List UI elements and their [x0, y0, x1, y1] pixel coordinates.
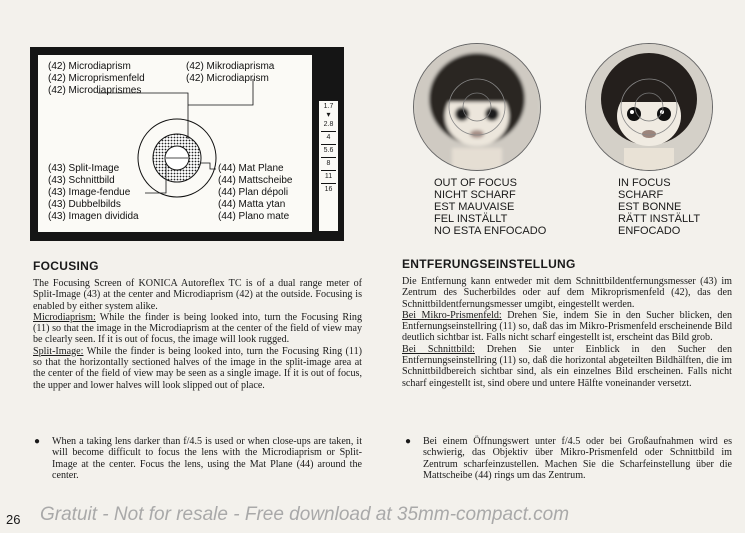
label-microprism-fr: (42) Microdiaprismes: [48, 85, 142, 96]
label-split-es: (43) Imagen dividida: [48, 211, 139, 222]
heading-entfernungseinstellung: ENTFERUNGSEINSTELLUNG: [402, 257, 576, 271]
label-microprism-en: (42) Microdiaprism: [48, 61, 131, 72]
aperture-mark: 16: [324, 186, 333, 193]
label-mat-de: (44) Mattscheibe: [218, 175, 293, 186]
aperture-mark: 5.6: [323, 147, 334, 154]
german-body: [402, 276, 732, 389]
doll-image-blurry: [414, 44, 540, 170]
german-mikro: Bei Mikro-Prismenfeld: Drehen Sie, indem Sie in den Sucher blicken, den Entfernungseinstellring (11) so, daß das im Mikro-Prismenfeld erscheinende Bild deutlich sichtbar ist. Falls nicht scharf eingestellt ist, erscheint das Bild grob.: [402, 309, 733, 344]
aperture-mark: 2.8: [323, 121, 334, 128]
german-bullet-note: Bei einem Öffnungswert unter f/4.5 oder bei Großaufnahmen wird es schwierig, das Objektiv über Mikro-Prismenfeld oder Schnittbild im Zentrum scharfeinzustellen. Machen Sie die Scharfeinstellung über die Mattscheibe (44) rings um das Zentrum.: [423, 436, 732, 481]
english-microdiaprism: Microdiaprism: While the finder is being looked into, turn the Focusing Ring (11) so that the image in the Microdiaprism at the center of the field of view may be clearly seen. If it is out of focus, the image will look rugged.: [33, 311, 362, 346]
english-body: [33, 278, 362, 391]
focusing-screen: [38, 55, 312, 232]
english-intro: The Focusing Screen of KONICA Autoreflex TC is of a dual range meter of Split-Image (43) at the center and Microdiaprism (42) at the outside. Focusing is enabled by either system alike.: [33, 278, 362, 312]
bullet-dot-icon: ●: [34, 436, 41, 447]
caption-in-focus: IN FOCUS SCHARF EST BONNE RÄTT INSTÄLLT ENFOCADO: [618, 177, 701, 237]
label-mat-sv: (44) Matta ytan: [218, 199, 286, 210]
watermark: Gratuit - Not for resale - Free download at 35mm-compact.com: [40, 504, 570, 525]
label-mat-fr: (44) Plan dépoli: [218, 187, 289, 198]
photo-out-of-focus: [413, 43, 541, 171]
label-split-en: (43) Split-Image: [48, 163, 120, 174]
bullet-dot-icon: ●: [405, 436, 412, 447]
aperture-mark: 1.7: [323, 103, 334, 110]
label-mat-es: (44) Plano mate: [218, 211, 290, 222]
label-split-de: (43) Schnittbild: [48, 175, 115, 186]
label-microprism-sv: (42) Mikrodiaprisma: [186, 61, 275, 72]
photo-in-focus: [585, 43, 713, 171]
english-splitimage: Split-Image: While the finder is being looked into, turn the Focusing Ring (11) so that the horizontally sectioned halves of the image in the split-image area at the center of the field of view may be seen as a single image. If it is out of focus, the upper and lower halves will look slipped out of place.: [33, 345, 362, 391]
label-split-sv: (43) Dubbelbilds: [48, 199, 121, 210]
aperture-scale: [319, 101, 338, 231]
german-intro: Die Entfernung kann entweder mit dem Schnittbildentfernungsmesser (43) im Zentrum des Sucherbildes oder auf dem Mikroprismenfeld (42), das den Schnittbildentfernungsmesser umgibt, eingestellt werden.: [402, 276, 732, 310]
label-mat-en: (44) Mat Plane: [218, 163, 284, 174]
scale-pointer-icon: ▾: [326, 110, 331, 119]
english-bullet-note: When a taking lens darker than f/4.5 is used or when close-ups are taken, it will become difficult to focus the lens with the Microdiaprism or Split-Image at the center. Focus the lens, using the Mat Plane (44) around the center.: [52, 436, 362, 481]
heading-focusing: FOCUSING: [33, 259, 99, 273]
german-schnittbild: Bei Schnittbild: Drehen Sie unter Einblick in den Sucher den Entfernungseinstellring (11) so, daß die horizontal abgeteilten Bildhälften, die im Schnittbildbereich sichtbar sind, als ein einzelnes Bild erscheinen. Falls nicht scharf eingestellt ist, sind obere und untere Hälfte voneinander versetzt.: [402, 343, 732, 389]
viewfinder-diagram: [30, 47, 344, 241]
label-microprism-es: (42) Microdiaprism: [186, 73, 269, 84]
doll-image-sharp: [586, 44, 712, 170]
page-number: 26: [6, 512, 21, 527]
aperture-mark: 4: [326, 134, 331, 141]
aperture-mark: 8: [326, 160, 331, 167]
caption-out-of-focus: OUT OF FOCUS NICHT SCHARF EST MAUVAISE FEL INSTÄLLT NO ESTA ENFOCADO: [434, 177, 547, 237]
label-microprism-de: (42) Microprismenfeld: [48, 73, 145, 84]
label-split-fr: (43) Image-fendue: [48, 187, 131, 198]
focus-target-graphic: [38, 55, 312, 232]
aperture-mark: 11: [324, 173, 333, 180]
